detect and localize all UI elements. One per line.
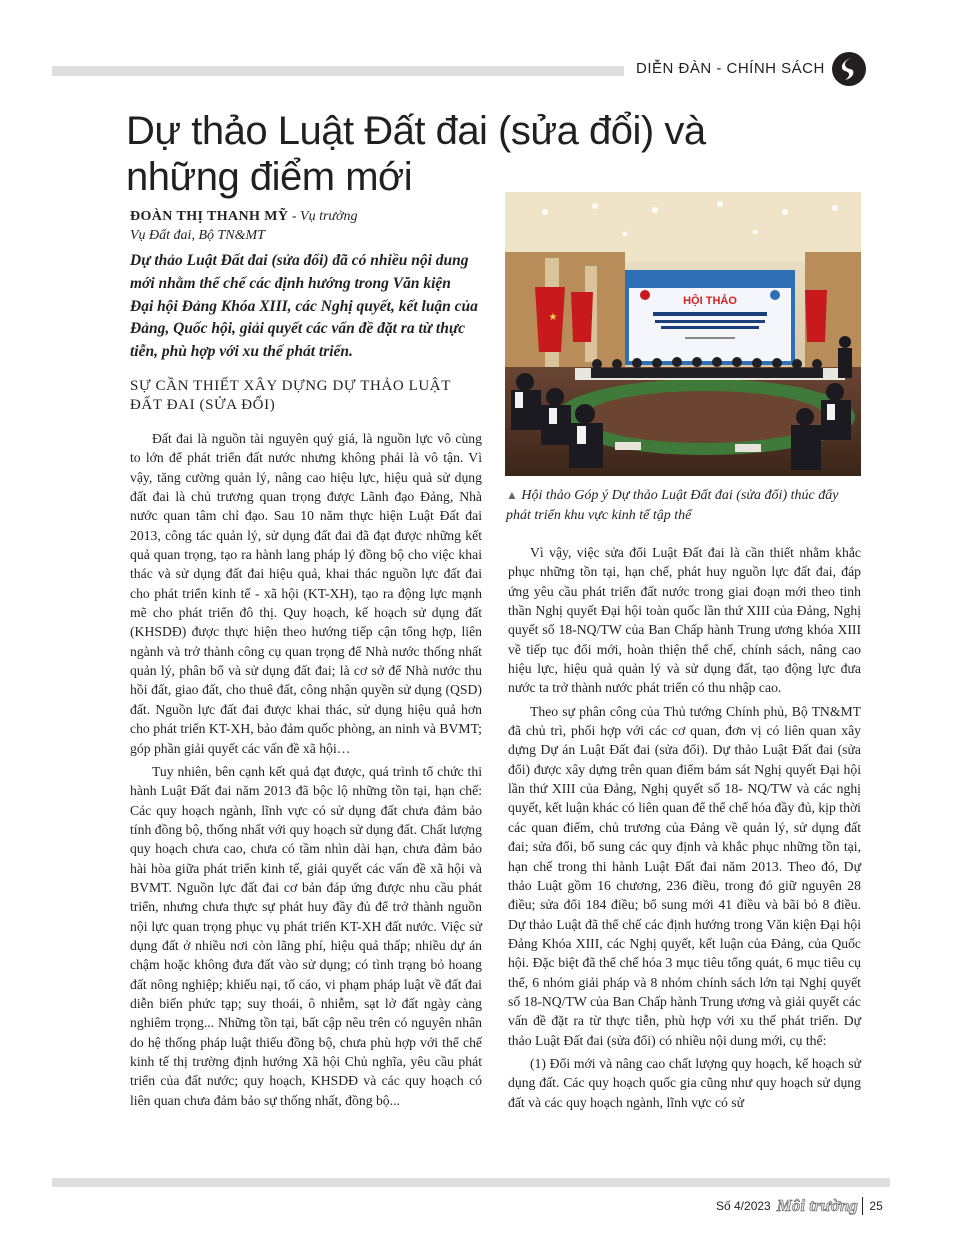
paragraph: (1) Đổi mới và nâng cao chất lượng quy hoạch, kế hoạch sử dụng đất. Các quy hoạch quốc gia cũng như quy hoạch sử dụng đất và các quy hoạch ngành, lĩnh vực có sử bbox=[508, 1055, 861, 1110]
swirl-logo-icon bbox=[832, 52, 866, 86]
banner-title: HỘI THẢO bbox=[683, 295, 737, 307]
author-name: ĐOÀN THỊ THANH MỸ bbox=[130, 209, 289, 224]
paragraph: Đất đai là nguồn tài nguyên quý giá, là nguồn lực vô cùng to lớn để phát triển đất nước nhưng không phải là vô tận. Vì vậy, tăng cường quản lý, nâng cao hiệu lực, hiệu quả sử dụng đất đai là chủ trương quan trọng được Lãnh đạo Đảng, Nhà nước quan tâm chỉ đạo. Sau 10 năm thực hiện Luật Đất đai 2013, công tác quản lý, sử dụng đất đai đã đạt được những kết quả quan trọng, tạo ra hành lang pháp lý đồng bộ cho việc khai thác và sử dụng đất đai hiệu quả, khai thác nguồn lực đất đai cho phát triển kinh tế - xã hội (KT-XH), tạo ra động lực mạnh mẽ cho phát triển đô thị. Quy hoạch, kế hoạch sử dụng đất (KHSDĐ) được thực hiện theo hướng tiếp cận tổng hợp, liên ngành và trở thành công cụ quan trọng để Nhà nước thống nhất quản lý, phân bổ và sử dụng đất đai; là cơ sở để Nhà nước thu hồi đất, giao đất, cho thuê đất, công nhận quyền sử dụng (QSD) đất. Nguồn lực đất đai được khai thác, sử dụng hiệu quả hơn cho phát triển KT-XH, bảo đảm quốc phòng, an ninh và BVMT; góp phần giải quyết các vấn đề xã hội… bbox=[130, 431, 482, 756]
svg-text:★: ★ bbox=[548, 312, 558, 323]
page-footer bbox=[716, 1196, 883, 1216]
photo-caption bbox=[506, 485, 862, 526]
conference-photo bbox=[505, 192, 861, 476]
caption-marker: ▲ bbox=[506, 488, 518, 502]
author-role: Vụ trưởng bbox=[300, 209, 358, 224]
author-org: Vụ Đất đai, Bộ TN&MT bbox=[130, 228, 265, 243]
article-lead: Dự thảo Luật Đất đai (sửa đổi) đã có nhiều nội dung mới nhằm thể chế các định hướng trong Văn kiện Đại hội Đảng Khóa XIII, các Nghị quyết, kết luận của Đảng, Quốc hội, giải quyết các vấn đề đặt ra từ thực tiễn, phù hợp với xu thế phát triển. bbox=[130, 252, 478, 361]
bottom-rule bbox=[52, 1178, 890, 1187]
top-rule bbox=[52, 66, 624, 76]
magazine-name: Môi trường bbox=[776, 1196, 858, 1215]
issue-number: Số 4/2023 bbox=[716, 1199, 771, 1213]
author-block bbox=[130, 207, 490, 245]
section-heading: SỰ CẦN THIẾT XÂY DỰNG DỰ THẢO LUẬT ĐẤT ĐAI (SỬA ĐỔI) bbox=[130, 378, 451, 413]
body-column-left bbox=[130, 429, 482, 1114]
page-number: 25 bbox=[869, 1199, 883, 1213]
paragraph: Tuy nhiên, bên cạnh kết quả đạt được, quá trình tổ chức thi hành Luật Đất đai năm 2013 đã bộc lộ những tồn tại, hạn chế: Các quy hoạch ngành, lĩnh vực có sử dụng đất chưa đảm bảo tính đồng bộ, thống nhất với quy hoạch sử dụng đất. Chất lượng quy hoạch chưa cao, chưa có tầm nhìn dài hạn, chưa đảm bảo hài hòa giữa phát triển kinh tế, giải quyết các vấn đề xã hội và BVMT. Nguồn lực đất đai cơ bản đáp ứng được nhu cầu phát triển, nhưng chưa thực sự phát huy đầy đủ để trở thành nguồn nội lực quan trọng phục vụ phát triển KT-XH đất nước. Việc sử dụng đất ở nhiều nơi còn lãng phí, hiệu quả thấp; nhiều dự án chậm hoặc không đưa đất vào sử dụng; có tình trạng bỏ hoang đất nông nghiệp; khiếu nại, tố cáo, vi phạm pháp luật về đất đai diễn biến phức tạp; suy thoái, ô nhiễm, sạt lở đất ngày càng nghiêm trọng... Những tồn tại, bất cập nêu trên có nguyên nhân do hệ thống pháp luật thiếu đồng bộ, chưa phù hợp với thể chế kinh tế thị trường định hướng Xã hội Chủ nghĩa, yêu cầu phát triển của đất nước; quy hoạch, KHSDĐ và các quy hoạch có liên quan chưa đảm bảo sự thống nhất, đồng bộ... bbox=[130, 763, 482, 1108]
section-label: DIỄN ĐÀN - CHÍNH SÁCH bbox=[636, 60, 825, 77]
article-title: Dự thảo Luật Đất đai (sửa đổi) và những điểm mới bbox=[126, 109, 706, 199]
body-column-right bbox=[508, 543, 861, 1116]
author-separator: - bbox=[288, 209, 301, 224]
paragraph: Vì vậy, việc sửa đổi Luật Đất đai là cần thiết nhằm khắc phục những tồn tại, hạn chế, phát huy nguồn lực đất đai, đáp ứng yêu cầu phát triển đất nước trong giai đoạn mới theo tinh thần Nghị quyết Đại hội toàn quốc lần thứ XIII của Đảng, Nghị quyết số 18-NQ/TW của Ban Chấp hành Trung ương khóa XIII về tiếp tục đổi mới, hoàn thiện thể chế, chính sách, nâng cao hiệu lực, hiệu quả quản lý và sử dụng đất, tạo động lực đưa nước ta trở thành nước phát triển có thu nhập cao. bbox=[508, 545, 861, 696]
footer-divider bbox=[862, 1197, 864, 1215]
caption-text: Hội thảo Góp ý Dự thảo Luật Đất đai (sửa đổi) thúc đẩy phát triển khu vực kinh tế tập thể bbox=[506, 488, 839, 523]
paragraph: Theo sự phân công của Thủ tướng Chính phủ, Bộ TN&MT đã chủ trì, phối hợp với các cơ quan, đơn vị có liên quan xây dựng Dự án Luật Đất đai (sửa đổi). Dự thảo Luật Đất đai (sửa đổi) được xây dựng trên quan điểm bám sát Nghị quyết Đại hội lần thứ XIII của Đảng, Nghị quyết số 18- NQ/TW và các nghị quyết, kết luận khác có liên quan để thể chế hóa đầy đủ, kịp thời các quan điểm, chủ trương của Đảng về quản lý, sử dụng đất đai; sửa đổi, bổ sung các quy định và khắc phục những tồn tại, hạn chế trong thi hành Luật Đất đai năm 2013. Theo đó, Dự thảo Luật gồm 16 chương, 236 điều, trong đó giữ nguyên 28 điều; sửa đổi 184 điều; bổ sung mới 41 điều và bãi bỏ 8 điều. Dự thảo Luật đã thể chế các định hướng trong Văn kiện Đại hội Đảng Khóa XIII, các Nghị quyết, kết luận của Đảng, của Quốc hội. Đặc biệt đã thể chế hóa 3 mục tiêu tổng quát, 6 mục tiêu cụ thể, 6 nhóm giải pháp và 8 nhóm chính sách lớn tại Nghị quyết số 18-NQ/TW của Ban Chấp hành Trung ương và giải quyết các vấn đề đặt ra từ thực tiễn, phù hợp với xu thế phát triển. Dự thảo Luật Đất đai (sửa đổi) có nhiều nội dung mới, cụ thể: bbox=[508, 703, 861, 1048]
